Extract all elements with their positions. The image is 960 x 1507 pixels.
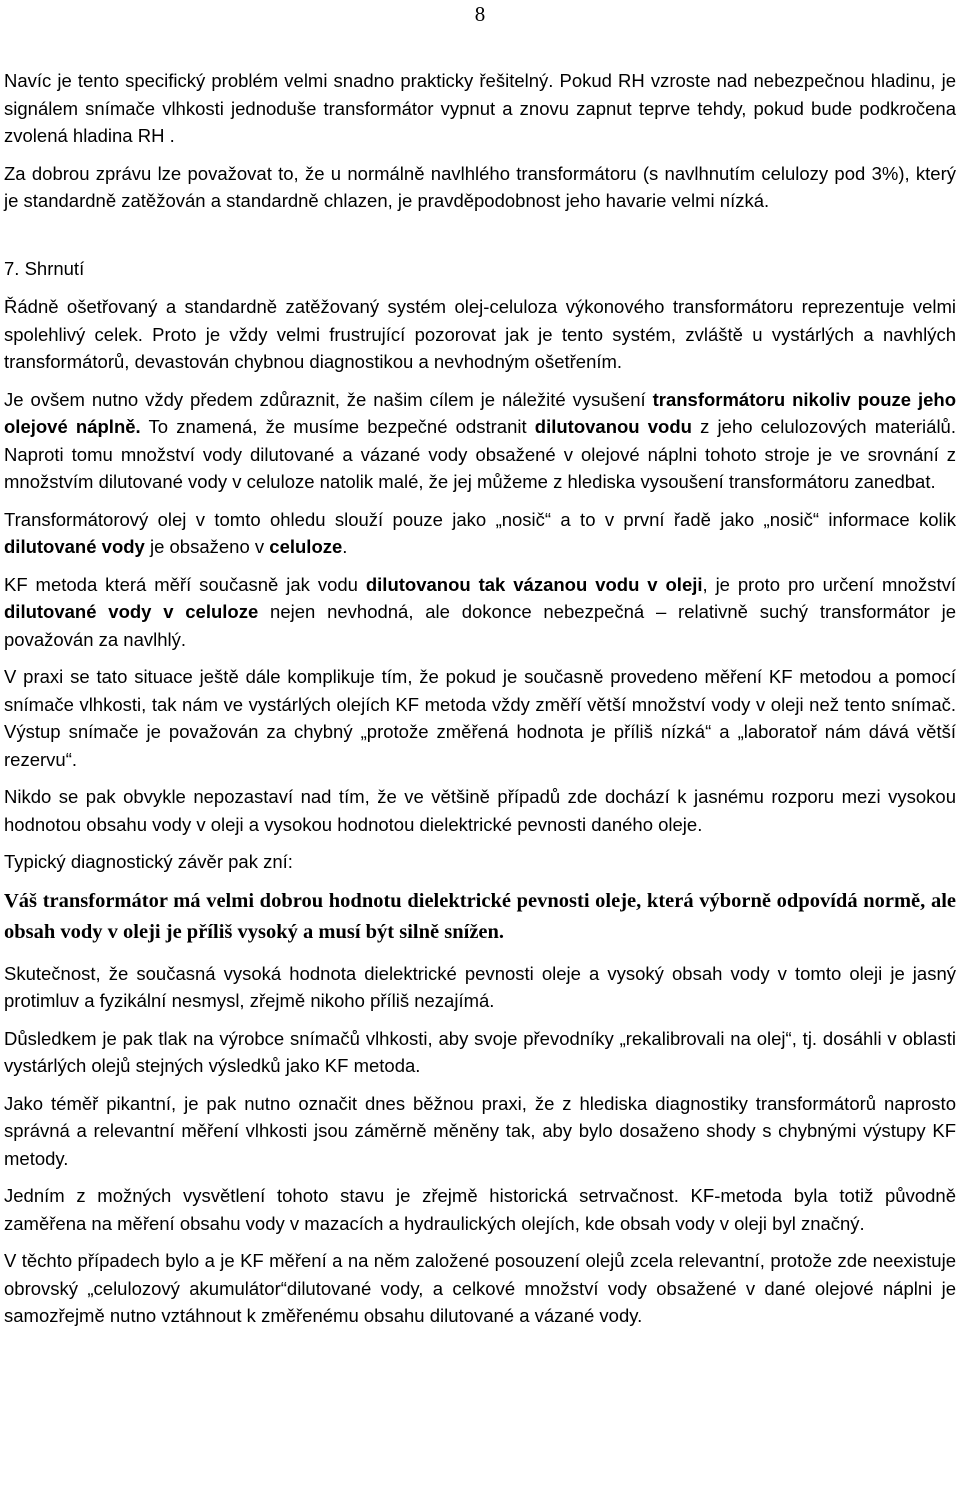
text-span: KF metoda která měří současně jak vodu (4, 573, 366, 595)
paragraph-5 (4, 506, 956, 561)
paragraph-12: Důsledkem je pak tlak na výrobce snímačů vlhkosti, aby svoje převodníky „rekalibrovali na olej“, tj. dosáhli v oblasti vystárlých olejů stejných výsledků jako KF metoda. (4, 1027, 956, 1076)
text-span: , je proto pro určení množství (702, 573, 956, 595)
paragraph-13: Jako téměř pikantní, je pak nutno označit dnes běžnou praxi, že z hlediska diagnostiky transformátorů naprosto správná a relevantní měření vlhkosti jsou záměrně měněny tak, aby bylo dosaženo shody s chybnými výstupy KF metody. (4, 1092, 956, 1169)
paragraph-14: Jedním z možných vysvětlení tohoto stavu je zřejmě historická setrvačnost. KF-metoda byla totiž původně zaměřena na měření obsahu vody v mazacích a hydraulických olejích, kde obsah vody v oleji byl značný. (4, 1185, 956, 1234)
text-span: Řádně ošetřovaný a standardně zatěžovaný systém olej-celuloza výkonového transformátoru reprezentuje velmi spolehlivý celek. (4, 296, 956, 345)
text-span: nejen nevhodná, ale dokonce nebezpečná – relativně suchý transformátor je považován za navlhlý. (4, 601, 956, 650)
page-number: 8 (474, 2, 486, 26)
text-span: Je ovšem nutno vždy předem zdůraznit, že našim cílem je náležité vysušení (4, 388, 653, 410)
paragraph-6 (4, 571, 956, 654)
section-heading: 7. Shrnutí (4, 257, 85, 279)
paragraph-8: Nikdo se pak obvykle nepozastaví nad tím, že ve většině případů zde dochází k jasnému rozporu mezi vysokou hodnotou obsahu vody v oleji a vysokou hodnotou dielektrické pevnosti daného oleje. (4, 786, 956, 835)
paragraph-7: V praxi se tato situace ještě dále komplikuje tím, že pokud je současně provedeno měření KF metodou a pomocí snímače vlhkosti, tak nám ve vystárlých olejích KF metoda vždy změří větší množství vody v oleji než tento snímač. Výstup snímače je považován za chybný „protože změřená hodnota je příliš nízká“ a „laboratoř nám dává větší rezervu“. (4, 666, 956, 770)
text-span: Naproti tomu množství vody dilutované a vázané vody obsažené v olejové náplni tohoto stroje je ve srovnání z množstvím dilutované vody v celuloze natolik malé, že jej můžeme z hlediska vysoušení transformátoru zanedbat. (4, 443, 956, 492)
paragraph-15: V těchto případech bylo a je KF měření a na něm založené posouzení olejů zcela relevantní, protože zde neexistuje obrovský „celulozový akumulátor“dilutované vody, a celkové množství vody obsažené v dané olejové náplni je samozřejmě nutno vztáhnout k změřenému obsahu dilutované a vázané vody. (4, 1250, 956, 1326)
bold-text: transformátoru nikoliv pouze jeho olejové náplně. (4, 388, 956, 437)
bold-text: celuloze (269, 536, 343, 557)
text-span: z jeho celulozových materiálů. (691, 416, 956, 437)
paragraph-11: Skutečnost, že současná vysoká hodnota dielektrické pevnosti oleje a vysoký obsah vody v tomto oleji je jasný protimluv a fyzikální nesmysl, zřejmě nikoho příliš nezajímá. (4, 962, 956, 1011)
paragraph-9: Typický diagnostický závěr pak zní: (4, 851, 293, 872)
text-span: Proto je vždy velmi frustrující pozorovat jak je tento systém, zvláště u vystárlých a navhlých transformátorů, devastován chybnou diagnostikou a nevhodným ošetřením. (4, 323, 956, 372)
paragraph-4 (4, 386, 956, 496)
bold-text: dilutované vody v celuloze (4, 601, 259, 622)
emphasized-conclusion: Váš transformátor má velmi dobrou hodnotu dielektrické pevnosti oleje, která výborně odpovídá normě, ale obsah vody v oleji je příliš vysoký a musí být silně snížen. (4, 889, 956, 943)
paragraph-1: Navíc je tento specifický problém velmi snadno prakticky řešitelný. Pokud RH vzroste nad nebezpečnou hladinu, je signálem snímače vlhkosti jednoduše transformátor vypnut a znovu zapnut teprve tehdy, pokud bude podkročena zvolená hladina RH . (4, 70, 956, 146)
text-span: . (342, 536, 348, 557)
bold-text: dilutovanou vodu (534, 416, 692, 437)
document-body (4, 67, 956, 1340)
bold-text: dilutované vody (4, 536, 145, 557)
text-span: je obsaženo v (144, 536, 270, 557)
text-span: To znamená, že musíme bezpečné odstranit (140, 416, 535, 437)
bold-text: dilutovanou tak vázanou vodu v oleji (365, 573, 703, 595)
text-span: Transformátorový olej v tomto ohledu slouží pouze jako „nosič“ a to v první řadě jako „nosič“ informace kolik (4, 508, 956, 530)
paragraph-2: Za dobrou zprávu lze považovat to, že u normálně navlhlého transformátoru (s navlhnutím celulozy pod 3%), který je standardně zatěžován a standardně chlazen, je pravděpodobnost jeho havarie velmi nízká. (4, 162, 956, 211)
paragraph-3 (4, 293, 956, 376)
